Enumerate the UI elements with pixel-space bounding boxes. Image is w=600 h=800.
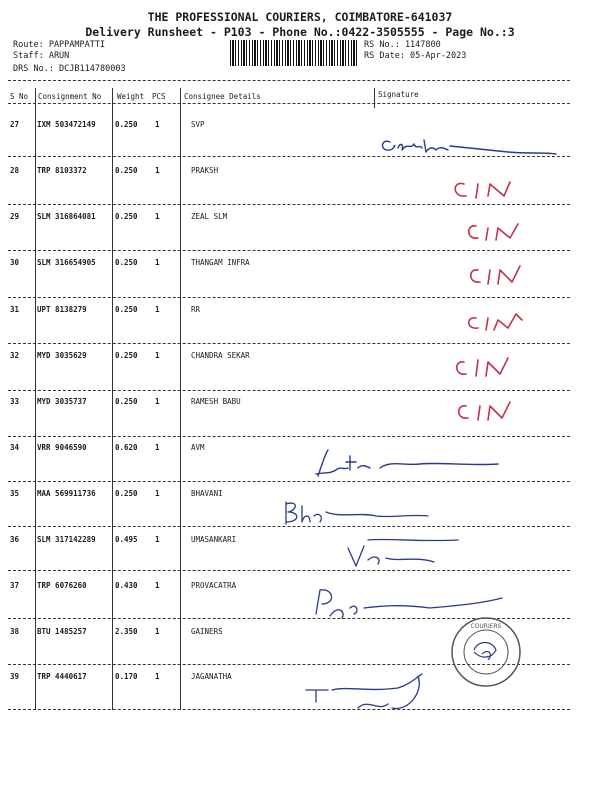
row-consignee: PRAKSH [191, 166, 219, 175]
row-sno: 31 [10, 305, 20, 314]
row-weight: 0.250 [115, 397, 138, 406]
row-sno: 28 [10, 166, 20, 175]
row-consignee: AVM [191, 443, 205, 452]
row-consignment: SLM 316654905 [37, 258, 96, 267]
row-consignment: BTU 1485257 [37, 627, 87, 636]
row-weight: 0.250 [115, 258, 138, 267]
divider [8, 250, 570, 251]
row-sno: 27 [10, 120, 20, 129]
row-sno: 37 [10, 581, 20, 590]
row-weight: 2.350 [115, 627, 138, 636]
row-weight: 0.250 [115, 120, 138, 129]
row-sno: 38 [10, 627, 20, 636]
col-consignee: Consignee Details [184, 92, 261, 101]
divider [8, 436, 570, 437]
row-pcs: 1 [155, 443, 160, 452]
stamp-text: COURIERS [470, 623, 502, 630]
divider [8, 204, 570, 205]
row-consignment: SLM 317142289 [37, 535, 96, 544]
row-sno: 34 [10, 443, 20, 452]
signature-row-27 [378, 132, 578, 164]
row-consignee: ZEAL SLM [191, 212, 228, 221]
row-pcs: 1 [155, 120, 160, 129]
row-weight: 0.430 [115, 581, 138, 590]
row-weight: 0.250 [115, 351, 138, 360]
sheet-subtitle: Delivery Runsheet - P103 - Phone No.:0422-3505555 - Page No.:3 [85, 25, 515, 39]
col-sno: S No [10, 92, 29, 101]
signature-row-28 [448, 176, 528, 202]
row-pcs: 1 [155, 305, 160, 314]
row-weight: 0.495 [115, 535, 138, 544]
row-sno: 29 [10, 212, 20, 221]
col-consignment: Consignment No [38, 92, 102, 101]
column-line [374, 88, 375, 108]
rs-number: RS No.: 1147800 [364, 40, 441, 50]
signature-row-33 [452, 398, 522, 424]
row-consignee: BHAVANI [191, 489, 223, 498]
row-consignee: RR [191, 305, 201, 314]
row-weight: 0.170 [115, 672, 138, 681]
divider [8, 80, 570, 81]
divider [8, 103, 570, 104]
row-consignee: GAINERS [191, 627, 223, 636]
row-weight: 0.250 [115, 212, 138, 221]
row-pcs: 1 [155, 212, 160, 221]
staff-label: Staff: ARUN [13, 51, 70, 61]
column-line [35, 88, 36, 710]
row-consignment: IXM 503472149 [37, 120, 96, 129]
row-sno: 32 [10, 351, 20, 360]
row-consignment: TRP 4440617 [37, 672, 87, 681]
column-line [180, 88, 181, 710]
row-weight: 0.620 [115, 443, 138, 452]
signature-row-30 [464, 262, 534, 288]
row-pcs: 1 [155, 627, 160, 636]
row-consignment: TRP 6076260 [37, 581, 87, 590]
col-pcs: PCS [152, 92, 166, 101]
signature-row-31 [462, 308, 532, 334]
divider [8, 343, 570, 344]
route-label: Route: PAPPAMPATTI [13, 40, 106, 50]
barcode [230, 40, 358, 66]
row-consignment: SLM 316864081 [37, 212, 96, 221]
signature-row-29 [462, 218, 532, 244]
row-sno: 35 [10, 489, 20, 498]
row-consignment: VRR 9046590 [37, 443, 87, 452]
company-stamp [448, 614, 524, 690]
row-pcs: 1 [155, 672, 160, 681]
rs-date: RS Date: 05-Apr-2023 [364, 51, 467, 61]
row-sno: 33 [10, 397, 20, 406]
row-consignee: SVP [191, 120, 205, 129]
row-consignment: TRP 8103372 [37, 166, 87, 175]
signature-row-35 [280, 494, 440, 528]
row-sno: 30 [10, 258, 20, 267]
signature-row-34 [310, 446, 510, 480]
row-consignee: RAMESH BABU [191, 397, 241, 406]
row-pcs: 1 [155, 351, 160, 360]
row-pcs: 1 [155, 535, 160, 544]
col-signature: Signature [378, 90, 419, 99]
sheet-title: THE PROFESSIONAL COURIERS, COIMBATORE-641037 [147, 10, 453, 24]
row-pcs: 1 [155, 166, 160, 175]
row-consignee: THANGAM INFRA [191, 258, 250, 267]
row-weight: 0.250 [115, 489, 138, 498]
divider [8, 570, 570, 571]
row-pcs: 1 [155, 581, 160, 590]
signature-row-39 [298, 668, 438, 720]
row-consignment: UPT 8138279 [37, 305, 87, 314]
row-pcs: 1 [155, 397, 160, 406]
divider [8, 297, 570, 298]
row-consignee: JAGANATHA [191, 672, 232, 681]
signature-row-36 [338, 532, 478, 572]
row-consignee: PROVACATRA [191, 581, 237, 590]
divider [8, 481, 570, 482]
row-consignment: MAA 569911736 [37, 489, 96, 498]
row-sno: 36 [10, 535, 20, 544]
divider [8, 390, 570, 391]
row-weight: 0.250 [115, 305, 138, 314]
row-weight: 0.250 [115, 166, 138, 175]
row-consignment: MYD 3035737 [37, 397, 87, 406]
row-pcs: 1 [155, 489, 160, 498]
row-sno: 39 [10, 672, 20, 681]
col-weight: Weight [117, 92, 145, 101]
drs-number: DRS No.: DCJB114780003 [13, 64, 126, 74]
row-pcs: 1 [155, 258, 160, 267]
row-consignee: CHANDRA SEKAR [191, 351, 250, 360]
divider [8, 709, 570, 710]
row-consignee: UMASANKARI [191, 535, 237, 544]
column-line [112, 88, 113, 710]
row-consignment: MYD 3035629 [37, 351, 87, 360]
signature-row-32 [450, 354, 520, 380]
